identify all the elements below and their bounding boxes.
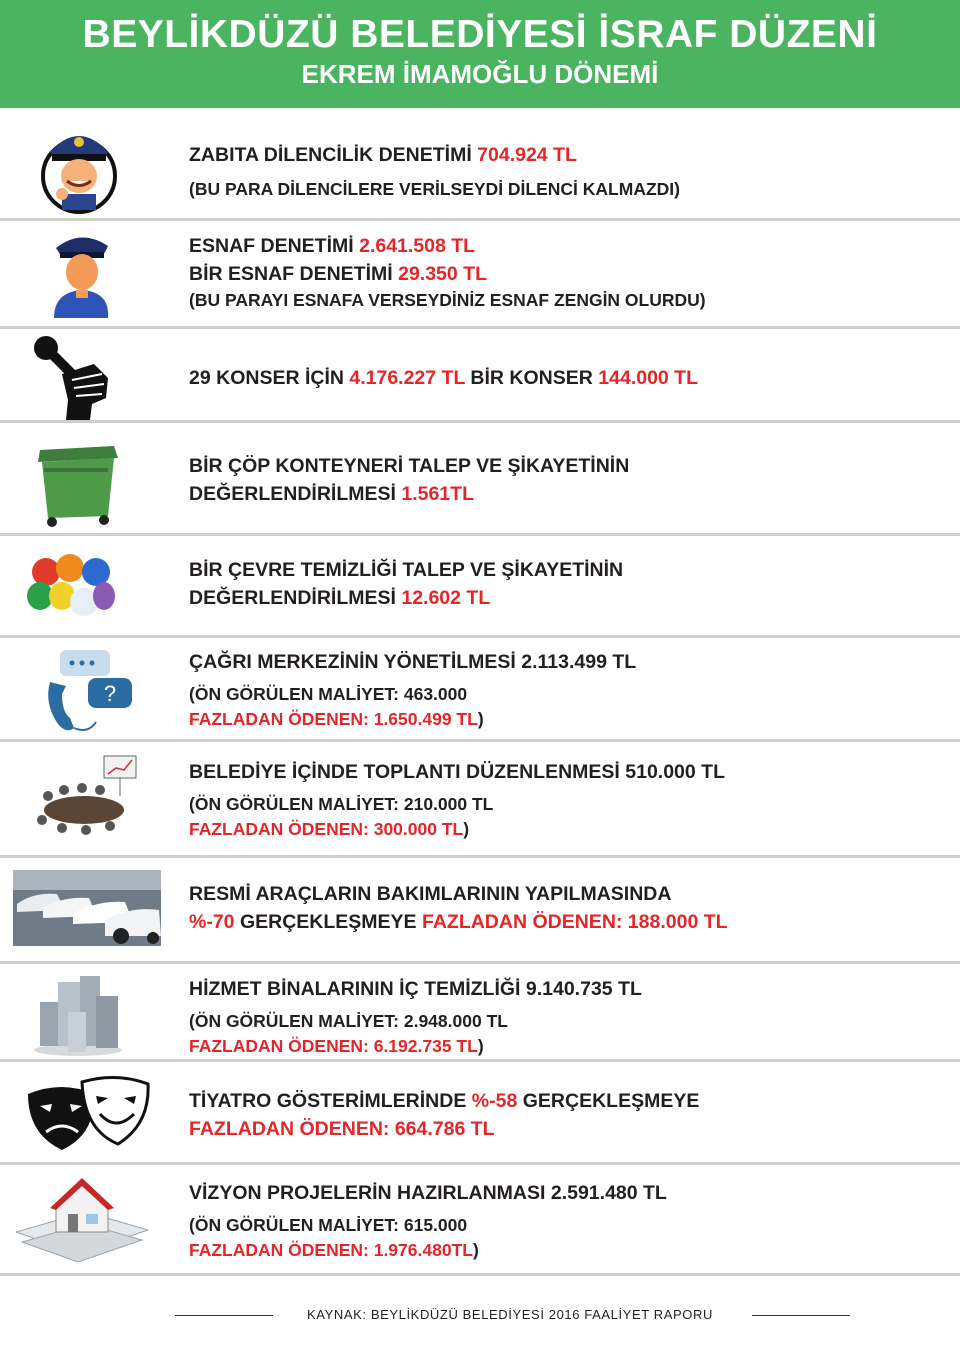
separator: [0, 218, 960, 221]
item-note: (ÖN GÖRÜLEN MALİYET: 615.000: [189, 1215, 468, 1235]
house-blueprint-icon: [16, 1172, 148, 1264]
item-label: GERÇEKLEŞMEYE: [234, 911, 422, 933]
theater-masks-icon: [26, 1074, 150, 1154]
item-excess-amount: FAZLADAN ÖDENEN: 1.976.480TL: [189, 1240, 473, 1260]
item-label: TİYATRO GÖSTERİMLERİNDE: [189, 1090, 472, 1112]
garbage-bags-icon: [26, 546, 116, 620]
inspector-officer-icon: [50, 230, 112, 318]
footer-divider-right: [752, 1315, 850, 1316]
item-note: (ÖN GÖRÜLEN MALİYET: 2.948.000 TL: [189, 1011, 508, 1031]
parked-cars-icon: [13, 870, 161, 946]
item-cevre-temizligi: [189, 556, 940, 612]
item-toplanti: [189, 758, 940, 842]
microphone-fist-icon: [32, 334, 114, 420]
item-esnaf: [189, 232, 940, 313]
item-excess-amount: FAZLADAN ÖDENEN: 664.786 TL: [189, 1118, 495, 1140]
item-label: ZABITA DİLENCİLİK DENETİMİ: [189, 144, 478, 166]
item-label: GERÇEKLEŞMEYE: [517, 1090, 700, 1112]
item-label: BELEDİYE İÇİNDE TOPLANTI DÜZENLENMESİ 510.000 TL: [189, 761, 725, 783]
footer-divider-left: [175, 1315, 273, 1316]
item-excess-amount: FAZLADAN ÖDENEN: 188.000 TL: [421, 911, 728, 933]
item-label: ESNAF DENETİMİ: [189, 235, 360, 257]
separator: [0, 1059, 960, 1062]
separator: [0, 855, 960, 858]
item-excess-amount: FAZLADAN ÖDENEN: 300.000 TL: [189, 819, 464, 839]
item-note: (BU PARAYI ESNAFA VERSEYDİNİZ ESNAF ZENGİN OLURDU): [189, 290, 706, 310]
item-amount: %-70: [189, 911, 235, 933]
item-zabita: [189, 141, 940, 202]
item-hizmet-binalari: [189, 975, 940, 1059]
item-resmi-araclar: [189, 880, 940, 936]
item-note: (ÖN GÖRÜLEN MALİYET: 463.000: [189, 684, 468, 704]
garbage-container-icon: [34, 436, 120, 528]
item-label: HİZMET BİNALARININ İÇ TEMİZLİĞİ 9.140.735 TL: [189, 978, 642, 1000]
item-note: ): [477, 709, 484, 729]
item-note: ): [472, 1240, 479, 1260]
page-subtitle: EKREM İMAMOĞLU DÖNEMİ: [301, 59, 659, 89]
item-label: BİR KONSER: [465, 367, 599, 389]
separator: [0, 533, 960, 536]
separator: [0, 1162, 960, 1165]
svg-text:?: ?: [103, 681, 117, 706]
item-note: ): [463, 819, 470, 839]
page-title: BEYLİKDÜZÜ BELEDİYESİ İSRAF DÜZENİ: [82, 13, 878, 56]
item-label: BİR ÇÖP KONTEYNERİ TALEP VE ŞİKAYETİNİN: [189, 455, 630, 477]
item-label: 29 KONSER İÇİN: [189, 367, 350, 389]
item-amount: 4.176.227 TL: [349, 367, 466, 389]
item-note: ): [477, 1036, 484, 1056]
police-officer-icon: [40, 118, 118, 214]
item-label: BİR ESNAF DENETİMİ: [189, 263, 399, 285]
separator: [0, 961, 960, 964]
item-amount: %-58: [471, 1090, 518, 1112]
item-tiyatro: [189, 1087, 940, 1143]
item-cop-konteyneri: [189, 452, 940, 508]
separator: [0, 739, 960, 742]
item-cagri-merkezi: [189, 648, 940, 732]
item-amount: 2.641.508 TL: [359, 235, 476, 257]
item-excess-amount: FAZLADAN ÖDENEN: 6.192.735 TL: [189, 1036, 478, 1056]
item-note: (BU PARA DİLENCİLERE VERİLSEYDİ DİLENCİ KALMAZDI): [189, 179, 680, 199]
separator: [0, 635, 960, 638]
call-center-icon: [44, 648, 136, 736]
item-amount: 704.924 TL: [477, 144, 577, 166]
item-label: VİZYON PROJELERİN HAZIRLANMASI 2.591.480 TL: [189, 1182, 667, 1204]
item-note: (ÖN GÖRÜLEN MALİYET: 210.000 TL: [189, 794, 494, 814]
item-label: BİR ÇEVRE TEMİZLİĞİ TALEP VE ŞİKAYETİNİN: [189, 559, 624, 581]
item-konser: [189, 364, 940, 392]
item-excess-amount: FAZLADAN ÖDENEN: 1.650.499 TL: [189, 709, 478, 729]
separator: [0, 326, 960, 329]
item-amount: 29.350 TL: [398, 263, 487, 285]
office-buildings-icon: [30, 972, 126, 1058]
item-amount: 144.000 TL: [598, 367, 699, 389]
item-label: RESMİ ARAÇLARIN BAKIMLARININ YAPILMASINDA: [189, 883, 672, 905]
item-amount: 1.561TL: [401, 483, 474, 505]
item-vizyon-projeleri: [189, 1179, 940, 1263]
item-label: ÇAĞRI MERKEZİNİN YÖNETİLMESİ 2.113.499 TL: [189, 651, 637, 673]
meeting-table-icon: [28, 752, 140, 848]
header-banner: [0, 0, 960, 108]
item-label: DEĞERLENDİRİLMESİ: [189, 587, 402, 609]
source-note: KAYNAK: BEYLİKDÜZÜ BELEDİYESİ 2016 FAALİYET RAPORU: [307, 1307, 713, 1322]
item-label: DEĞERLENDİRİLMESİ: [189, 483, 402, 505]
separator: [0, 420, 960, 423]
item-amount: 12.602 TL: [401, 587, 491, 609]
separator: [0, 1273, 960, 1276]
